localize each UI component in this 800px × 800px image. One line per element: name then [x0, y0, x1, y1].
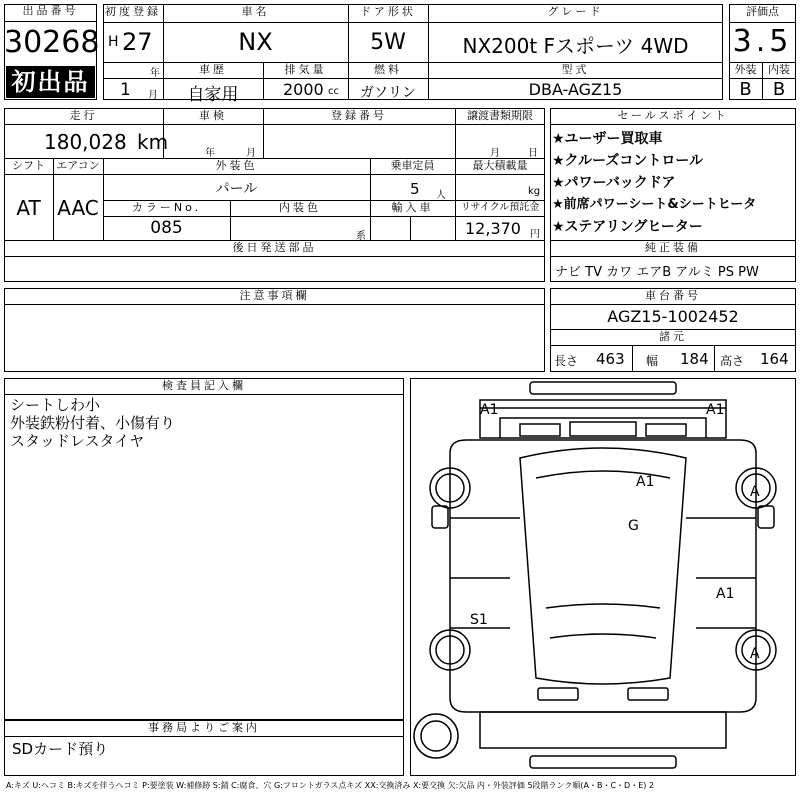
door-label: ドア形状 — [360, 5, 416, 18]
inspector-line-2: 外装鉄粉付着、小傷有り — [10, 414, 176, 432]
shift: AT — [16, 196, 41, 220]
wid: 184 — [680, 350, 709, 368]
equipment-items: ナビ TV カワ エアB アルミ PS PW — [555, 265, 759, 280]
later-parts-label: 後日発送部品 — [232, 241, 317, 254]
sales-point-3: ★パワーバックドア — [552, 175, 676, 191]
history-label: 車歴 — [199, 63, 227, 76]
model-label: 型式 — [561, 63, 590, 76]
reg-year-unit: 年 — [150, 68, 160, 79]
insp-year-unit: 年 — [205, 148, 215, 159]
reg-label: 初度登録 — [105, 5, 161, 18]
notes-label: 注意事項欄 — [239, 289, 310, 302]
car-name-label: 車名 — [241, 5, 270, 18]
door: 5W — [370, 30, 406, 55]
mark-g: G — [628, 518, 639, 534]
insp-month-unit: 月 — [246, 148, 256, 159]
headlight-left — [520, 424, 560, 436]
front-bumper-top — [530, 382, 676, 394]
capacity-unit: 人 — [436, 190, 446, 201]
hood-outline — [480, 400, 726, 438]
score-label: 評価点 — [746, 5, 779, 18]
car-diagram — [410, 378, 796, 776]
color: パール — [215, 181, 258, 197]
chassis-label: 車台番号 — [645, 289, 701, 302]
ext-label: 外装 — [734, 63, 757, 76]
recycle-unit: 円 — [530, 229, 540, 240]
score: 3.5 — [732, 24, 793, 59]
ac-label: エアコン — [56, 159, 100, 172]
load-label: 最大積載量 — [472, 159, 528, 172]
sales-point-5: ★ステアリングヒーター — [552, 219, 703, 235]
capacity: 5 — [410, 180, 420, 198]
mark-a1-front-right: A1 — [706, 402, 725, 418]
mark-a-rear-wheel: A — [750, 646, 760, 662]
cabin-outline — [520, 448, 686, 684]
reg-month-unit: 月 — [148, 90, 158, 101]
transfer-day-unit: 日 — [528, 148, 538, 159]
wid-label: 幅 — [646, 354, 659, 368]
sales-label: セールスポイント — [617, 109, 729, 122]
mark-a-front-wheel: A — [750, 484, 760, 500]
fuel-label: 燃料 — [374, 63, 402, 76]
intcolor-label: 内装色 — [279, 201, 321, 214]
sales-point-2: ★クルーズコントロール — [552, 153, 704, 169]
inspector-line-1: シートしわ小 — [10, 396, 101, 414]
mileage-label: 走行 — [69, 109, 98, 122]
len-label: 長さ — [554, 354, 579, 368]
legend: A:キズ U:ヘコミ B:キズを伴うヘコミ P:要塗装 W:補修跡 S:錆 C:腐食、穴 G:フロントガラス点キズ XX:交換済み X:要交換 欠:欠品 内・外装評価 5段階ランク順(A・B・C・D・E) 2 — [6, 781, 655, 790]
body-outline — [450, 440, 756, 712]
mileage: 180,028 — [44, 130, 127, 154]
model: DBA-AGZ15 — [528, 80, 623, 99]
office-text: SDカード預り — [12, 740, 109, 758]
len: 463 — [596, 350, 625, 368]
capacity-label: 乗車定員 — [390, 159, 435, 172]
inspector-line-3: スタッドレスタイヤ — [10, 432, 145, 450]
displacement-label: 排気量 — [284, 63, 327, 76]
chassis-number: AGZ15-1002452 — [607, 307, 739, 326]
transfer-month-unit: 月 — [490, 148, 500, 159]
rear-bumper — [530, 756, 676, 768]
displacement-unit: cc — [328, 86, 339, 97]
int-label: 内装 — [768, 63, 790, 76]
load-unit: kg — [528, 186, 541, 197]
shift-label: シフト — [12, 159, 45, 172]
first-listing-badge: 初出品 — [6, 66, 95, 98]
history: 自家用 — [187, 85, 239, 105]
sales-point-4: ★前席パワーシート&シートヒータ — [552, 197, 757, 212]
mileage-unit: km — [137, 130, 169, 154]
intcolor-unit: 系 — [356, 231, 366, 242]
sales-point-1: ★ユーザー買取車 — [552, 131, 663, 147]
regno-label: 登録番号 — [331, 109, 387, 122]
rear-outline — [480, 712, 726, 748]
mark-a1-roof: A1 — [636, 474, 655, 490]
colorno-label: カラーNo. — [131, 201, 202, 214]
fuel: ガソリン — [360, 85, 416, 101]
mark-a1-right: A1 — [716, 586, 735, 602]
lot-number: 30268 — [4, 25, 100, 60]
headlight-right — [646, 424, 686, 436]
reg-year: 27 — [122, 28, 153, 56]
equipment-label: 純正装備 — [645, 241, 701, 254]
mark-s1-left: S1 — [470, 612, 488, 628]
dims-label: 諸元 — [659, 330, 687, 343]
reg-month: 1 — [120, 80, 131, 100]
reg-era: H — [108, 34, 119, 50]
hei-label: 高さ — [720, 354, 745, 368]
lot-label: 出品番号 — [4, 4, 97, 22]
grade: NX200t Fスポーツ 4WD — [462, 34, 689, 58]
ac: AAC — [57, 196, 99, 220]
transfer-label: 譲渡書類期限 — [467, 109, 533, 122]
car-name: NX — [238, 28, 273, 56]
grade-label: グレード — [547, 5, 604, 18]
recycle: 12,370 — [465, 219, 521, 238]
import-label: 輸入車 — [391, 201, 434, 214]
displacement: 2000 — [283, 80, 324, 99]
office-label: 事務局よりご案内 — [148, 721, 260, 734]
color-label: 外装色 — [215, 159, 258, 172]
inspection-label: 車検 — [199, 109, 227, 122]
inspector-label: 検査員記入欄 — [162, 379, 246, 392]
colorno: 085 — [150, 218, 183, 238]
ext-grade: B — [739, 79, 752, 100]
mark-a1-front-left: A1 — [480, 402, 499, 418]
recycle-label: リサイクル預託金 — [460, 202, 540, 213]
hei: 164 — [760, 350, 789, 368]
int-grade: B — [772, 79, 786, 100]
